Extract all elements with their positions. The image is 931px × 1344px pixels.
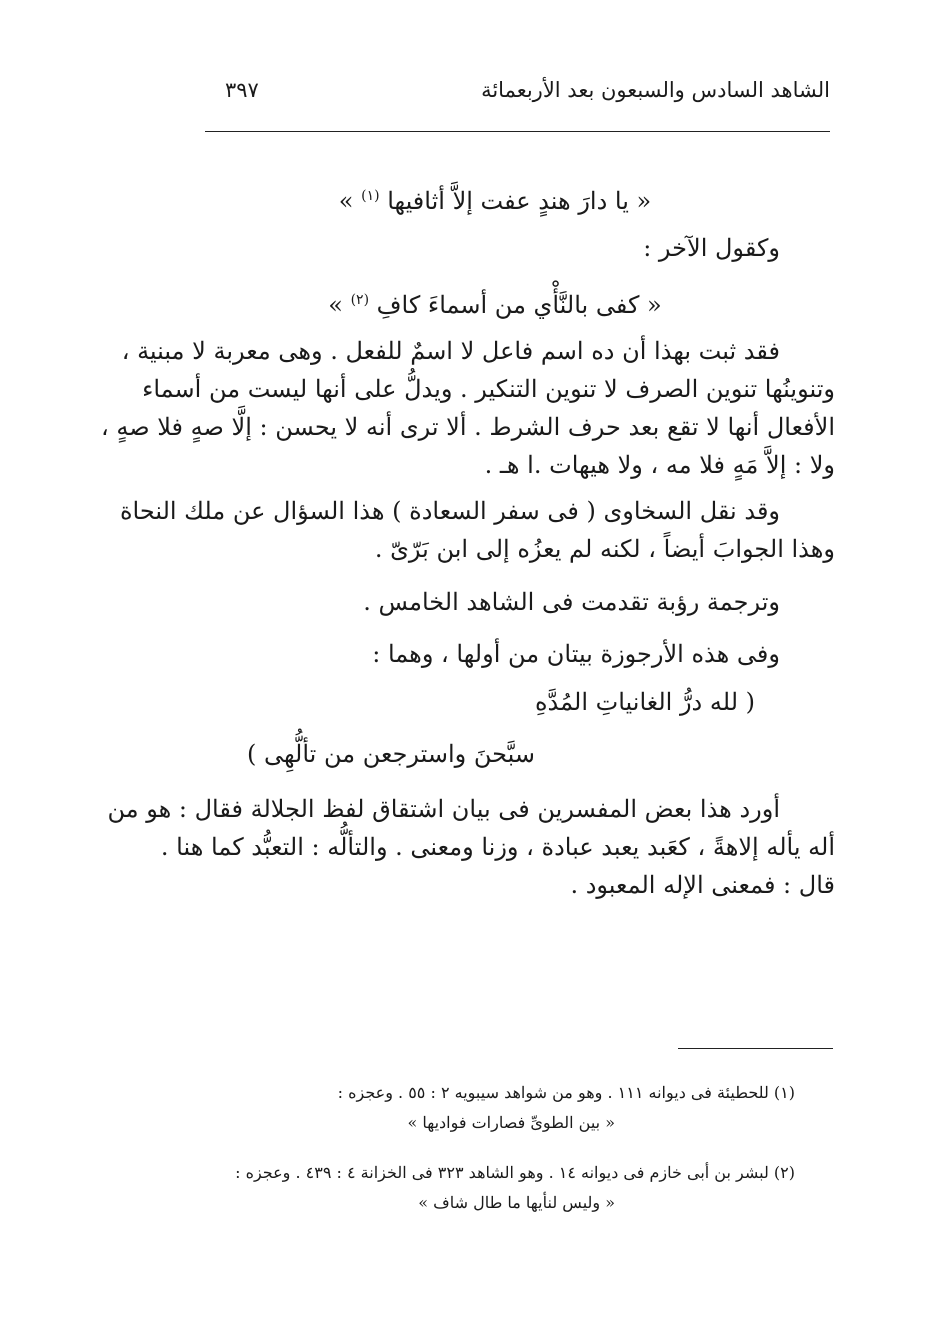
footnote-gap [195, 1138, 835, 1158]
paragraph-2 [119, 492, 835, 568]
paragraph-line: قال : فمعنى الإله المعبود . [570, 871, 835, 899]
paragraph-line: أورد هذا بعض المفسرين فى بيان اشتقاق لفظ الجلالة فقال : هو من [107, 795, 780, 823]
footnote-2: (٢) لبشر بن أبى خازم فى ديوانه ١٤ . وهو الشاهد ٣٢٣ فى الخزانة ٤ : ٤٣٩ . وعجزه : [235, 1163, 795, 1182]
verse-2 [195, 274, 835, 326]
paragraph-line: فقد ثبت بهذا أن ده اسم فاعل لا اسمٌ للفعل . وهى معربة لا مبنية ، [121, 337, 780, 365]
paragraph-3: وترجمة رؤبة تقدمت فى الشاهد الخامس . [363, 588, 780, 616]
main-text [100, 170, 835, 912]
verse-2-text: « كفى بالنَّأْي من أسماءَ كافِ [369, 291, 662, 319]
paragraph-5 [107, 790, 835, 904]
paragraph-line: ولا : إلاَّ مَهٍ فلا مه ، ولا هيهات .ا هـ . [484, 451, 835, 479]
paragraph-line: أله يأله إلاهةً ، كعَبد يعبد عبادة ، وزنا ومعنى . والتألُّه : التعبُّد كما هنا . [160, 833, 835, 861]
rajaz-line-1: ( لله درُّ الغانياتِ المُدَّهِ [534, 688, 755, 716]
footnote-ref-2: (٢) [350, 292, 370, 308]
paragraph-4: وفى هذه الأرجوزة بيتان من أولها ، وهما : [372, 640, 780, 668]
footnote-1: (١) للحطيئة فى ديوانه ١١١ . وهو من شواهد سيبويه ٢ : ٥٥ . وعجزه : [337, 1083, 795, 1102]
paragraph-line: وتنوينُها تنوين الصرف لا تنوين التنكير . ويدلُّ على أنها ليست من أسماء [142, 375, 835, 403]
footnote-rule [678, 1048, 833, 1049]
footnotes [195, 1078, 835, 1218]
paragraph-line: وقد نقل السخاوى ( فى سفر السعادة ) هذا السؤال عن ملك النحاة [119, 497, 780, 525]
page-header [205, 78, 830, 118]
verse-2-end: » [328, 291, 351, 319]
footnote-ref-1: (١) [361, 188, 380, 204]
footnote-1-verse: « بين الطوىِّ فصارات فواديها » [407, 1113, 615, 1132]
verse-1 [195, 170, 835, 222]
footnote-2-verse: « وليس لنأيها ما طال شاف » [418, 1193, 615, 1212]
page-number: ٣٩٧ [225, 78, 259, 102]
rajaz-line-2: سبَّحنَ واسترجعن من تألُّهِى ) [246, 740, 535, 768]
paragraph-line: الأفعال أنها لا تقع بعد حرف الشرط . ألا ترى أنه لا يحسن : إلَّا صهٍ فلا صهٍ ، [100, 413, 835, 441]
paragraph-1 [100, 332, 835, 484]
verse-1-text: « يا دارَ هندٍ عفت إلاَّ أثافيها [379, 187, 652, 215]
running-title: الشاهد السادس والسبعون بعد الأربعمائة [481, 78, 830, 102]
paragraph-line: وهذا الجوابَ أيضاً ، لكنه لم يعزُه إلى ابن بَرّىّ . [374, 535, 835, 563]
verse-1-end: » [338, 187, 362, 215]
intro-line: وكقول الآخر : [643, 234, 780, 262]
header-rule [205, 131, 830, 132]
